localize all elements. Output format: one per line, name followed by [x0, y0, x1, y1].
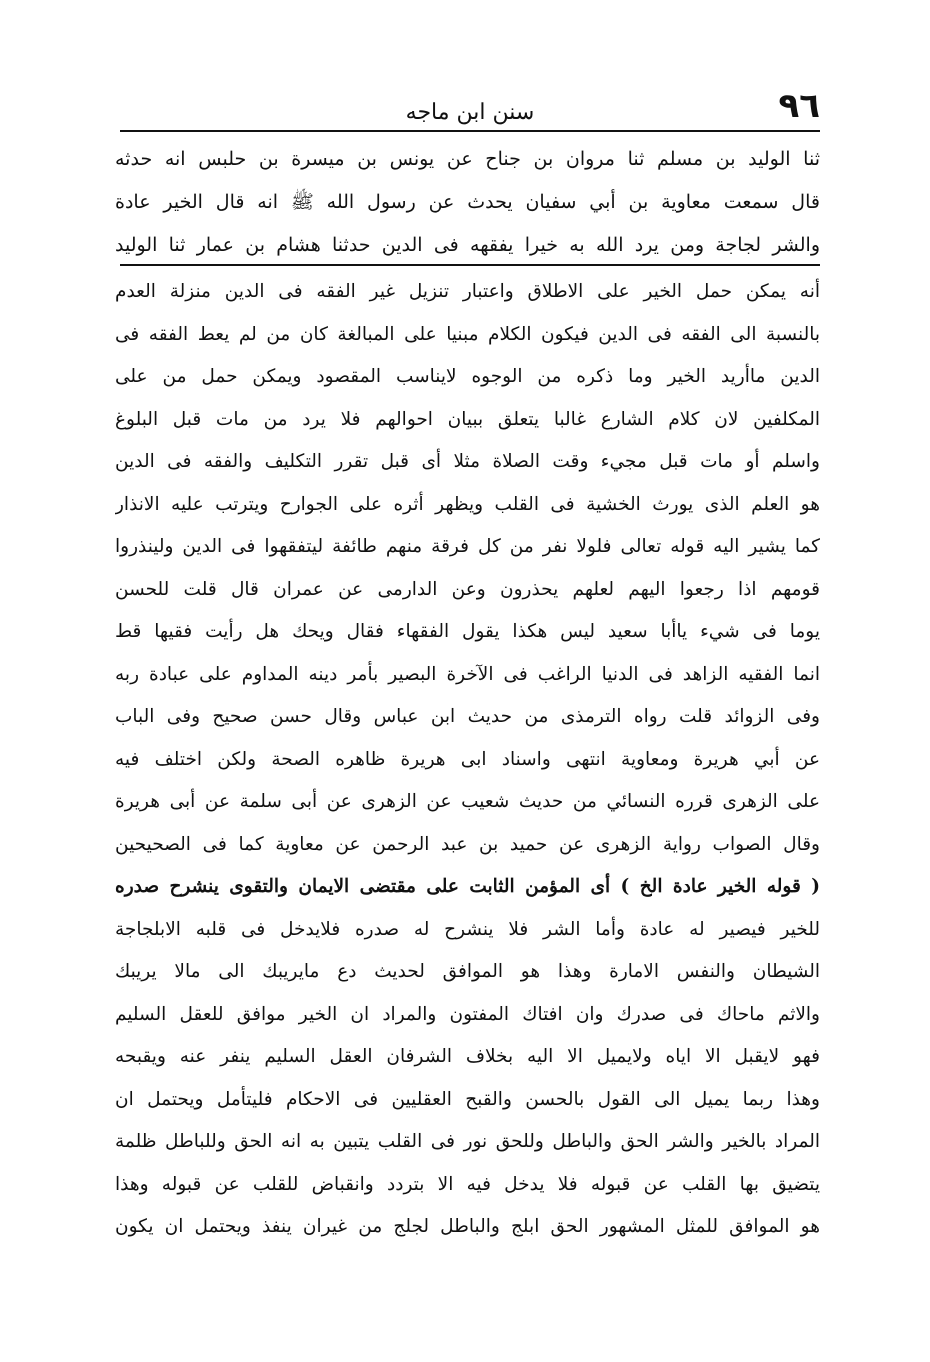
commentary-line: انما الفقيه الزاهد فى الدنيا الراغب فى الآخرة البصير بأمر دينه المداوم على عبادة ربه [115, 663, 820, 685]
commentary-line: أنه يمكن حمل الخير على الاطلاق واعتبار تنزيل غير الفقه فى الدين منزلة العدم [115, 281, 820, 302]
commentary-line: الدين ماأريد الخير وما ذكره من الوجوه لايناسب المقصود ويمكن حمل من على [115, 366, 820, 387]
commentary-line: وفى الزوائد قلت رواه الترمذى من حديث ابن عباس وقال حسن صحيح وفى الباب [115, 706, 820, 727]
commentary-line: فهو لايقبل الا اياه ولايميل الا اليه بخلاف الشرفان العقل السليم ينفر عنه ويقبحه [115, 1046, 820, 1067]
commentary-line: يتضيق بها القلب عن قبوله فلا يدخل فيه الا بتردد وانقباض للقلب عن قبوله وهذا [115, 1173, 820, 1195]
commentary-line: بالنسبة الى الفقه فى الدين فيكون الكلام مبنيا على المبالغة كان من لم يعط الفقه فى [115, 323, 820, 345]
hadith-text [115, 138, 820, 267]
commentary-line: هو العلم الذى يورث الخشية فى القلب ويظهر أثره على الجوارح ويترتب عليه الانذار [115, 493, 820, 515]
page-number: ٩٦ [778, 86, 820, 126]
commentary-line: يوما فى شيء ياأبا سعيد ليس هكذا يقول الفقهاء فقال ويحك هل رأيت فقيها قط [115, 621, 820, 642]
header-rule [120, 130, 820, 132]
hadith-line: ثنا الوليد بن مسلم ثنا مروان بن جناح عن يونس بن ميسرة بن حلبس انه حدثه [115, 148, 820, 170]
hadith-line: والشر لجاجة ومن يرد الله به خيرا يفقهه فى الدين حدثنا هشام بن عمار ثنا الوليد [115, 234, 820, 256]
commentary-line: وهذا ربما يميل الى القول بالحسن والقبح العقليين فى الاحكام فليتأمل ويحتمل ان [115, 1088, 820, 1110]
commentary-line: الشيطان والنفس الامارة وهذا هو الموافق لحديث دع مايريبك الى مالا يريبك [115, 961, 820, 982]
commentary-line: المكلفين لان كلام الشارع غالبا يتعلق ببيان احوالهم فلا يرد من مات قبل البلوغ [115, 408, 820, 430]
commentary-line: على الزهرى قرره النسائي من حديث شعيب عن الزهرى عن أبى سلمة عن أبى هريرة [115, 791, 820, 812]
commentary-line: وقال الصواب رواية الزهرى عن حميد بن عبد الرحمن عن معاوية كما فى الصحيحين [115, 833, 820, 855]
commentary-line: عن أبي هريرة ومعاوية انتهى واسناد ابى هريرة ظاهره الصحة ولكن اختلف فيه [115, 748, 820, 770]
running-title: سنن ابن ماجه [405, 100, 535, 125]
commentary-line: كما يشير اليه قوله تعالى فلولا نفر من كل فرقة منهم طائفة ليتفقهوا فى الدين ولينذروا [115, 536, 820, 557]
commentary-line: للخير فيصير له عادة وأما الشر فلا ينشرح له صدره فلايدخل فى قلبه الابلجاجة [115, 918, 820, 940]
commentary-text [115, 271, 820, 1249]
commentary-line: هو الموافق للمثل المشهور الحق ابلج والباطل لجلج من غيران ينفذ ويحتمل ان يكون [115, 1216, 820, 1237]
page-header [120, 78, 820, 128]
commentary-line: ( قوله الخير عادة الخ ) أى المؤمن الثابت على مقتضى الايمان والتقوى ينشرح صدره [115, 876, 820, 897]
hadith-line: قال سمعت معاوية بن أبي سفيان يحدث عن رسول الله ﷺ انه قال الخير عادة [115, 191, 820, 213]
commentary-line: المراد بالخير والشر الحق والباطل وللحق نور فى القلب يتبين به انه الحق وللباطل ظلمة [115, 1131, 820, 1152]
commentary-line: والاثم ماحاك فى صدرك وان افتاك المفتون والمراد ان الخير موافق للعقل السليم [115, 1003, 820, 1025]
commentary-line: واسلم أو مات قبل مجيء وقت الصلاة مثلا أى قبل تقرر التكليف والفقه فى الدين [115, 451, 820, 472]
commentary-line: قومهم اذا رجعوا اليهم لعلهم يحذرون وعن الدارمى عن عمران قال قلت للحسن [115, 578, 820, 600]
section-divider [120, 264, 820, 266]
